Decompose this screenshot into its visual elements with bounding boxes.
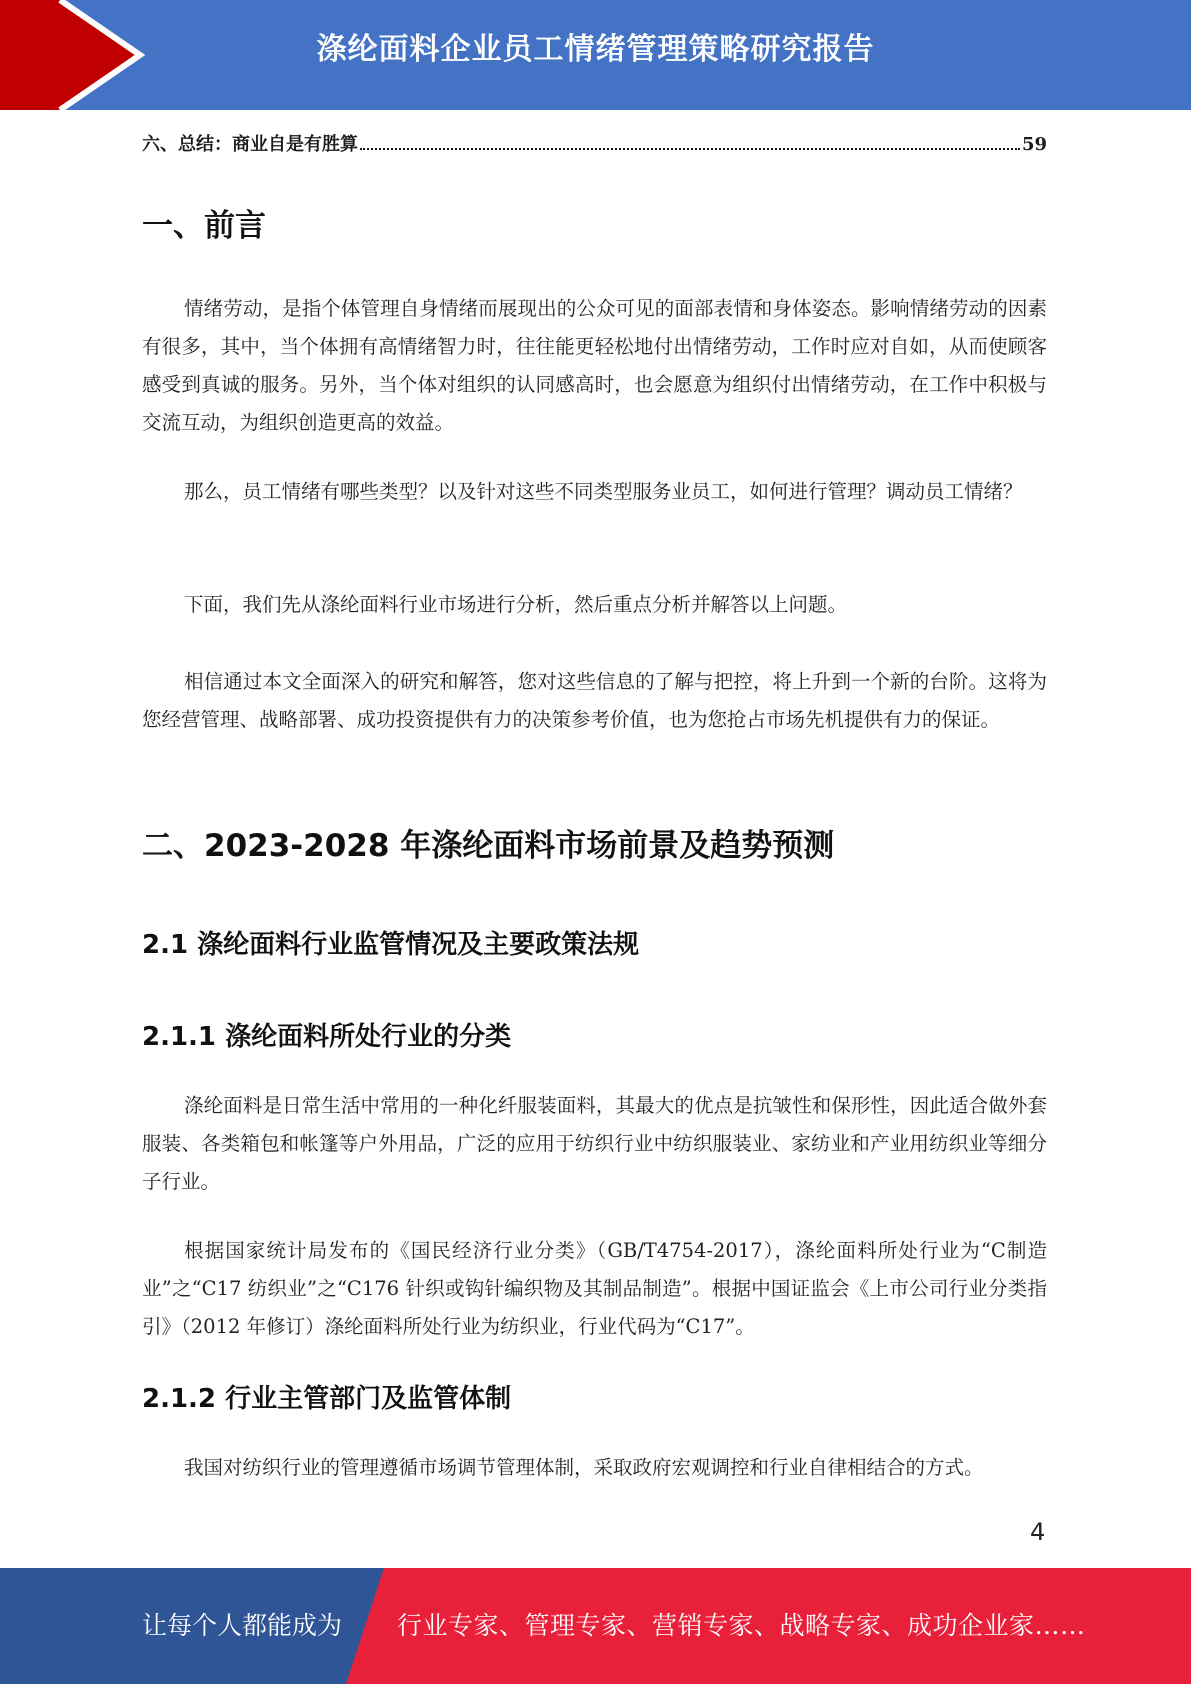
report-title: 涤纶面料企业员工情绪管理策略研究报告: [316, 32, 875, 67]
toc-entry[interactable]: [142, 130, 1047, 160]
preface-heading: 一、前言: [142, 208, 266, 244]
preface-paragraph-3: 下面，我们先从涤纶面料行业市场进行分析，然后重点分析并解答以上问题。: [184, 593, 848, 616]
regulation-paragraph-1: 我国对纺织行业的管理遵循市场调节管理体制，采取政府宏观调控和行业自律相结合的方式。: [184, 1456, 984, 1479]
footer-slogan-left: 让每个人都能成为: [142, 1611, 343, 1640]
page-footer: [0, 1568, 1191, 1684]
page-number: 4: [1030, 1518, 1046, 1546]
toc-entry-label: 六、总结：商业自是有胜算: [142, 134, 358, 155]
classification-paragraph-2: 根据国家统计局发布的《国民经济行业分类》（GB/T4754-2017），涤纶面料所处行业为“C制造业”之“C17 纺织业”之“C176 针织或钩针编织物及其制品制造”。根据中国证监会《上市公司行业分类指引》（2012 年修订）涤纶面料所处行业为纺织业，行业代码为“C17”。: [142, 1239, 1047, 1338]
section-2-1-1-heading: 2.1.1 涤纶面料所处行业的分类: [142, 1022, 512, 1052]
toc-leader-dots: [360, 148, 1020, 150]
toc-entry-page: 59: [1021, 134, 1047, 155]
page-header: [0, 0, 1191, 110]
classification-paragraph-1: 涤纶面料是日常生活中常用的一种化纤服装面料，其最大的优点是抗皱性和保形性，因此适合做外套服装、各类箱包和帐篷等户外用品，广泛的应用于纺织行业中纺织服装业、家纺业和产业用纺织业等细分子行业。: [142, 1094, 1047, 1193]
footer-slogan-right: 行业专家、管理专家、营销专家、战略专家、成功企业家……: [397, 1611, 1086, 1640]
section-2-1-heading: 2.1 涤纶面料行业监管情况及主要政策法规: [142, 930, 640, 960]
preface-paragraph-1: 情绪劳动，是指个体管理自身情绪而展现出的公众可见的面部表情和身体姿态。影响情绪劳动的因素有很多，其中，当个体拥有高情绪智力时，往往能更轻松地付出情绪劳动，工作时应对自如，从而使顾客感受到真诚的服务。另外，当个体对组织的认同感高时，也会愿意为组织付出情绪劳动，在工作中积极与交流互动，为组织创造更高的效益。: [142, 297, 1047, 434]
market-forecast-heading: 二、2023-2028 年涤纶面料市场前景及趋势预测: [142, 828, 835, 864]
preface-paragraph-4: 相信通过本文全面深入的研究和解答，您对这些信息的了解与把控，将上升到一个新的台阶。这将为您经营管理、战略部署、成功投资提供有力的决策参考价值，也为您抢占市场先机提供有力的保证。: [142, 670, 1047, 731]
preface-paragraph-2: 那么，员工情绪有哪些类型？以及针对这些不同类型服务业员工，如何进行管理？调动员工情绪？: [184, 480, 1023, 503]
section-2-1-2-heading: 2.1.2 行业主管部门及监管体制: [142, 1384, 512, 1414]
